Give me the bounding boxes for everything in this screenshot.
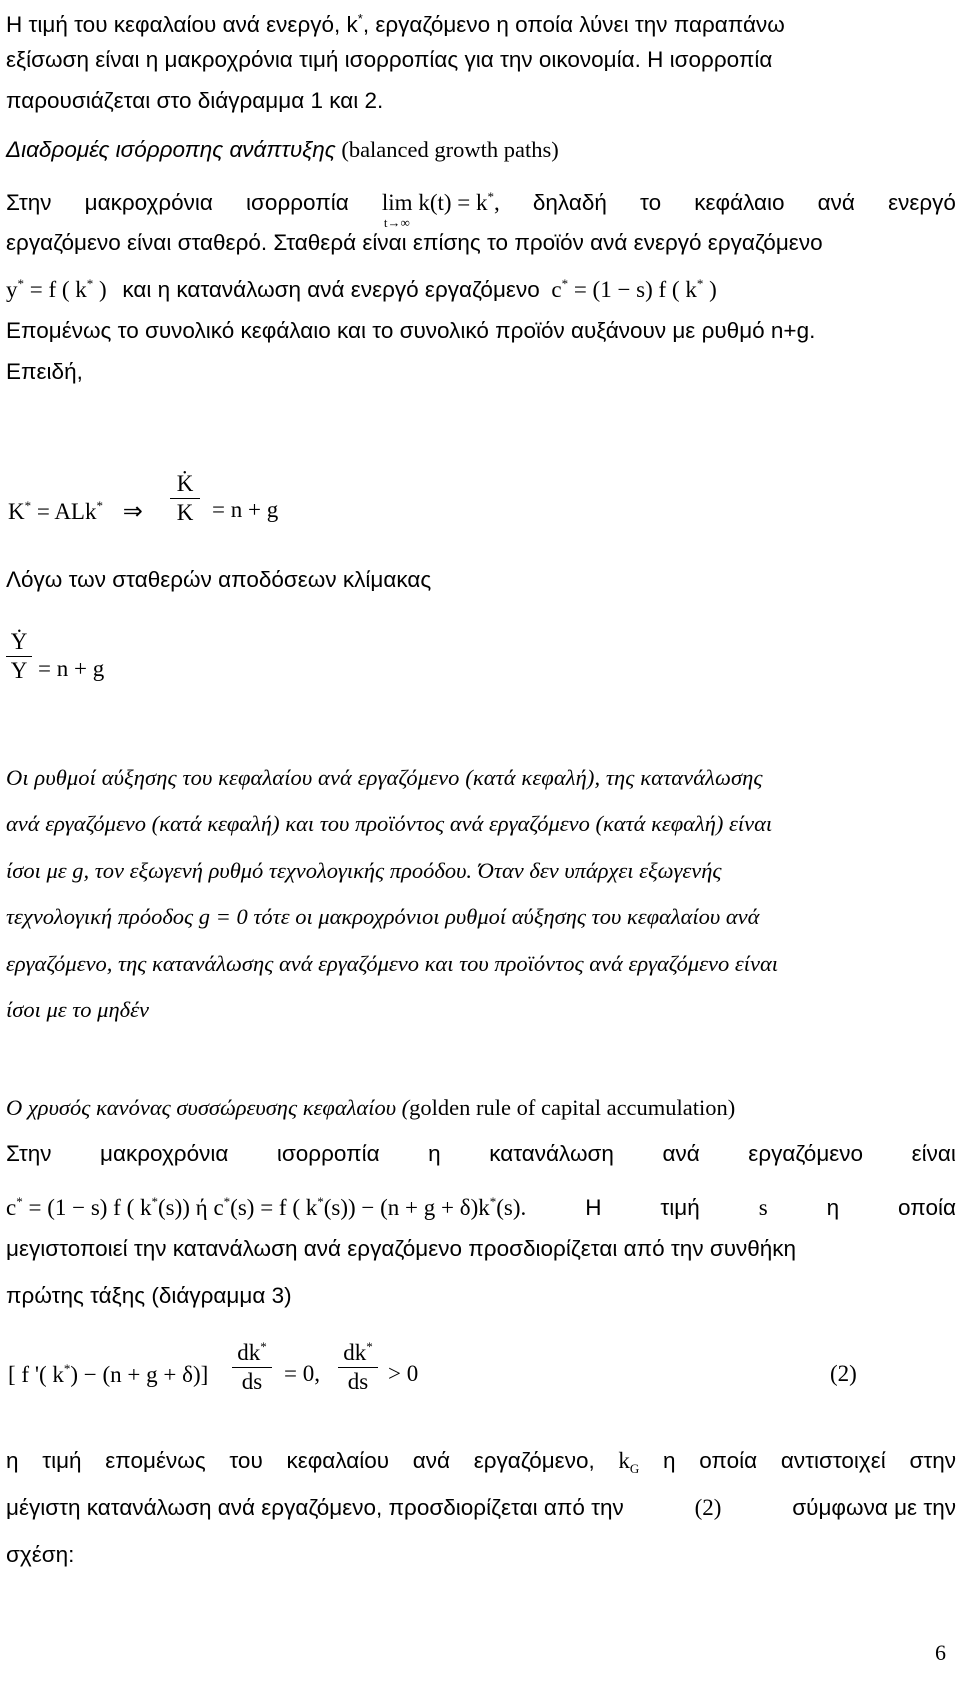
para3-line1: Οι ρυθμοί αύξησης του κεφαλαίου ανά εργαζόμενο (κατά κεφαλή), της κατανάλωσης	[6, 765, 763, 790]
para2-line4: Επομένως το συνολικό κεφάλαιο και το συνολικό προϊόν αυξάνουν με ρυθμό n+g.	[6, 318, 816, 343]
para3-line4: τεχνολογική πρόοδος g = 0 τότε οι μακροχρόνιοι ρυθμοί αύξησης του κεφαλαίου ανά	[6, 904, 760, 929]
para3-line5: εργαζόμενο, της κατανάλωσης ανά εργαζόμενο και του προϊόντος ανά εργαζόμενο είναι	[6, 951, 779, 976]
equation-capital-rhs: = n + g	[212, 497, 279, 522]
fraction-kdot-over-k: K̇ K	[170, 470, 200, 527]
para2-line1: Στην μακροχρόνια ισορροπία lim t→∞ k(t) = k*, δηλαδή το κεφάλαιο ανά ενεργό	[6, 182, 956, 218]
para2-line3: y* = f ( k* ) και η κατανάλωση ανά ενεργό εργαζόμενο c* = (1 − s) f ( k* )	[6, 276, 717, 302]
para5-line2: μέγιστη κατανάλωση ανά εργαζόμενο, προσδιορίζεται από την (2) σύμφωνα με την	[6, 1495, 956, 1520]
para3-line2: ανά εργαζόμενο (κατά κεφαλή) και του προϊόντος ανά εργαζόμενο (κατά κεφαλή) είναι	[6, 811, 773, 836]
para2-line5: Επειδή,	[6, 359, 83, 384]
para1-line2: εξίσωση είναι η μακροχρόνια τιμή ισορροπίας για την οικονομία. Η ισορροπία	[6, 47, 773, 72]
para3-line6: ίσοι με το μηδέν	[6, 997, 149, 1022]
heading-balanced-growth: Διαδρομές ισόρροπης ανάπτυξης (balanced growth paths)	[6, 137, 559, 162]
fraction-dk-ds-1: dk* ds	[232, 1333, 272, 1396]
equation-2-rhs: > 0	[388, 1361, 419, 1386]
page-number: 6	[935, 1640, 946, 1665]
para5-line3: σχέση:	[6, 1542, 75, 1567]
scale-returns-text: Λόγω των σταθερών αποδόσεων κλίμακας	[6, 567, 432, 592]
para1-line3: παρουσιάζεται στο διάγραμμα 1 και 2.	[6, 88, 384, 113]
limit-expression: lim t→∞ k(t) = k*,	[381, 189, 500, 230]
para4-line3: μεγιστοποιεί την κατανάλωση ανά εργαζόμενο προσδιορίζεται από την συνθήκη	[6, 1236, 797, 1261]
para4-line2: c* = (1 − s) f ( k*(s)) ή c*(s) = f ( k*(s)) − (n + g + δ)k*(s). Η τιμή s η οποία	[6, 1194, 956, 1220]
equation-2-mid: = 0,	[284, 1361, 320, 1386]
equation-2-bracket: [ f '( k*) − (n + g + δ)]	[8, 1361, 209, 1387]
fraction-ydot-over-y: Ẏ Y	[6, 628, 32, 685]
equation-2-tag: (2)	[830, 1361, 857, 1386]
para4-line1: Στην μακροχρόνια ισορροπία η κατανάλωση ανά εργαζόμενο είναι	[6, 1141, 956, 1166]
fraction-dk-ds-2: dk* ds	[338, 1333, 378, 1396]
para3-line3: ίσοι με g, τον εξωγενή ρυθμό τεχνολογικής προόδου. Όταν δεν υπάρχει εξωγενής	[6, 858, 722, 883]
para5-line1: η τιμή επομένως του κεφαλαίου ανά εργαζόμενο, $k_G$ η οποία αντιστοιχεί στην	[6, 1448, 956, 1476]
para4-line4: πρώτης τάξης (διάγραμμα 3)	[6, 1283, 292, 1308]
para1-line1: Η τιμή του κεφαλαίου ανά ενεργό, k*, εργαζόμενο η οποία λύνει την παραπάνω	[6, 11, 785, 37]
equation-output-rhs: = n + g	[38, 656, 105, 681]
heading-golden-rule: Ο χρυσός κανόνας συσσώρευσης κεφαλαίου (golden rule of capital accumulation)	[6, 1095, 736, 1120]
para2-line2: εργαζόμενο είναι σταθερό. Σταθερά είναι επίσης το προϊόν ανά ενεργό εργαζόμενο	[6, 230, 823, 255]
equation-capital: K* = ALk* ⇒	[8, 498, 143, 525]
